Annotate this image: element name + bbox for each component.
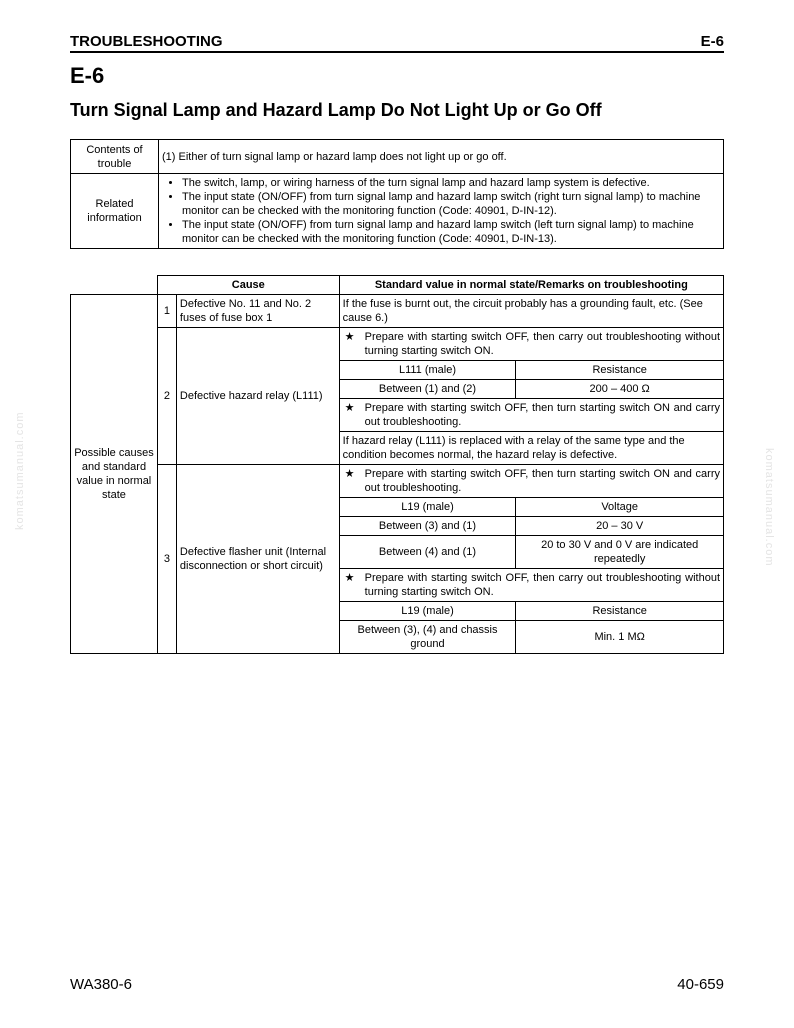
measure-point: Between (3), (4) and chassis ground bbox=[339, 621, 516, 654]
prep-text: Prepare with starting switch OFF, then turn starting switch ON and carry out troubleshooting. bbox=[364, 402, 720, 428]
model-number: WA380-6 bbox=[70, 976, 132, 993]
standard-value: 20 to 30 V and 0 V are indicated repeatedly bbox=[516, 536, 724, 569]
header-blank bbox=[71, 276, 158, 295]
page-title: Turn Signal Lamp and Hazard Lamp Do Not Light Up or Go Off bbox=[70, 100, 602, 120]
side-label: Possible causes and standard value in normal state bbox=[71, 295, 158, 654]
watermark-right: komatsumanual.com bbox=[763, 448, 775, 567]
standard-value: 20 – 30 V bbox=[516, 517, 724, 536]
cause-name: Defective No. 11 and No. 2 fuses of fuse box 1 bbox=[176, 295, 339, 328]
related-info bbox=[159, 174, 724, 249]
standard-value: Min. 1 MΩ bbox=[516, 621, 724, 654]
cause-name: Defective flasher unit (Internal disconnection or short circuit) bbox=[176, 465, 339, 654]
cause-number: 1 bbox=[157, 295, 176, 328]
page-number: 40-659 bbox=[677, 976, 724, 993]
prep-note bbox=[339, 328, 723, 361]
header-cause: Cause bbox=[157, 276, 339, 295]
connector-header: L19 (male) bbox=[339, 602, 516, 621]
info-table bbox=[70, 139, 724, 249]
value-header: Resistance bbox=[516, 602, 724, 621]
measure-point: Between (1) and (2) bbox=[339, 380, 516, 399]
cause-remark: If the fuse is burnt out, the circuit probably has a grounding fault, etc. (See cause 6.) bbox=[339, 295, 723, 328]
cause-name: Defective hazard relay (L111) bbox=[176, 328, 339, 465]
star-icon: ★ bbox=[344, 331, 355, 343]
star-icon: ★ bbox=[344, 402, 355, 414]
prep-note bbox=[339, 569, 723, 602]
section-code: E-6 bbox=[700, 33, 724, 50]
related-list bbox=[162, 176, 720, 246]
standard-value: 200 – 400 Ω bbox=[516, 380, 724, 399]
page-header bbox=[70, 33, 724, 53]
header-remarks: Standard value in normal state/Remarks on troubleshooting bbox=[339, 276, 723, 295]
measure-point: Between (3) and (1) bbox=[339, 517, 516, 536]
connector-header: L111 (male) bbox=[339, 361, 516, 380]
connector-header: L19 (male) bbox=[339, 498, 516, 517]
section-title: TROUBLESHOOTING bbox=[70, 33, 223, 50]
related-label: Related information bbox=[71, 174, 159, 249]
cause-number: 3 bbox=[157, 465, 176, 654]
measure-point: Between (4) and (1) bbox=[339, 536, 516, 569]
related-item: • The input state (ON/OFF) from turn signal lamp and hazard lamp switch (right turn signal lamp) to machine monitor can be checked with the monitoring function (Code: 40901, D-IN-12). bbox=[182, 190, 720, 218]
cause-number: 2 bbox=[157, 328, 176, 465]
prep-text: Prepare with starting switch OFF, then carry out troubleshooting without turning starting switch ON. bbox=[364, 331, 720, 357]
prep-text: Prepare with starting switch OFF, then carry out troubleshooting without turning starting switch ON. bbox=[364, 572, 720, 598]
value-header: Resistance bbox=[516, 361, 724, 380]
related-item: • The input state (ON/OFF) from turn signal lamp and hazard lamp switch (left turn signal lamp) to machine monitor can be checked with the monitoring function (Code: 40901, D-IN-13). bbox=[182, 218, 720, 246]
related-item: • The switch, lamp, or wiring harness of the turn signal lamp and hazard lamp system is defective. bbox=[182, 176, 720, 190]
prep-note bbox=[339, 399, 723, 432]
prep-note bbox=[339, 465, 723, 498]
contents-text: (1) Either of turn signal lamp or hazard lamp does not light up or go off. bbox=[159, 140, 724, 174]
star-icon: ★ bbox=[344, 572, 355, 584]
value-header: Voltage bbox=[516, 498, 724, 517]
causes-table bbox=[70, 275, 724, 654]
star-icon: ★ bbox=[344, 468, 355, 480]
prep-text: Prepare with starting switch OFF, then turn starting switch ON and carry out troubleshooting. bbox=[364, 468, 720, 494]
trouble-code: E-6 bbox=[70, 63, 105, 88]
contents-label: Contents of trouble bbox=[71, 140, 159, 174]
watermark-left: komatsumanual.com bbox=[14, 411, 26, 530]
cause-remark: If hazard relay (L111) is replaced with a relay of the same type and the condition becomes normal, the hazard relay is defective. bbox=[339, 432, 723, 465]
